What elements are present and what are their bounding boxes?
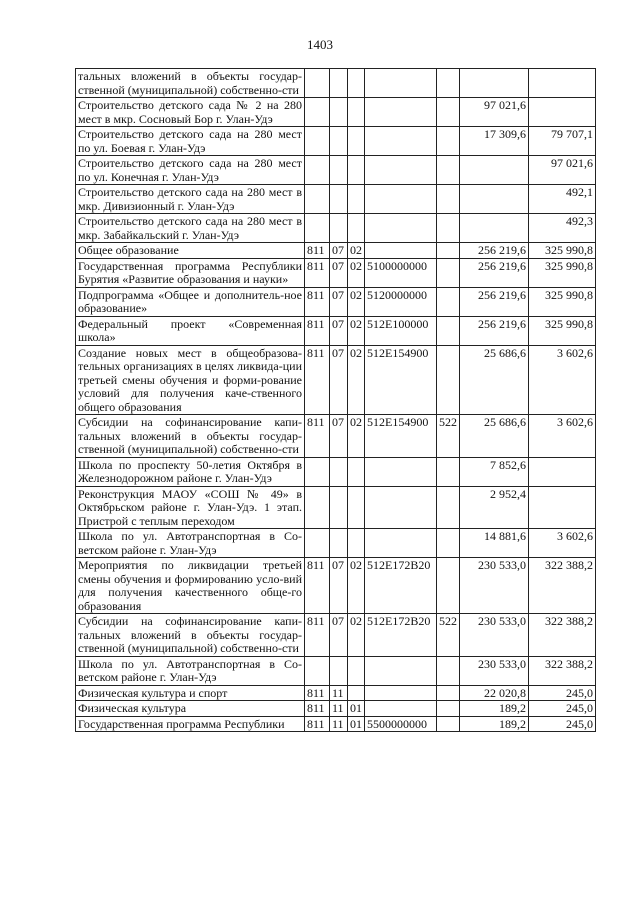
amount-year-2: 322 388,2 xyxy=(529,558,596,614)
table-row xyxy=(76,486,596,529)
subsection-code: 02 xyxy=(348,316,365,345)
expense-type-code xyxy=(437,345,460,415)
department-code xyxy=(305,127,330,156)
department-code: 811 xyxy=(305,316,330,345)
amount-year-1: 17 309,6 xyxy=(460,127,529,156)
table-row xyxy=(76,243,596,259)
subsection-code xyxy=(348,156,365,185)
budget-table xyxy=(75,68,596,732)
department-code: 811 xyxy=(305,243,330,259)
amount-year-1: 7 852,6 xyxy=(460,457,529,486)
subsection-code xyxy=(348,185,365,214)
table-row xyxy=(76,529,596,558)
subsection-code xyxy=(348,69,365,98)
subsection-code: 02 xyxy=(348,258,365,287)
amount-year-2: 492,1 xyxy=(529,185,596,214)
expense-type-code xyxy=(437,214,460,243)
row-name: Общее образование xyxy=(76,243,305,259)
row-name: Строительство детского сада на 280 мест по ул. Конечная г. Улан-Удэ xyxy=(76,156,305,185)
section-code xyxy=(330,69,348,98)
department-code xyxy=(305,98,330,127)
department-code: 811 xyxy=(305,701,330,717)
section-code xyxy=(330,529,348,558)
section-code xyxy=(330,127,348,156)
expense-type-code xyxy=(437,98,460,127)
row-name: Создание новых мест в общеобразова-тельных организациях в целях ликвида-ции третьей смены обучения и форми-рование условий для получения каче-ственного общего образования xyxy=(76,345,305,415)
target-article-code xyxy=(365,701,437,717)
target-article-code: 5500000000 xyxy=(365,716,437,732)
amount-year-1 xyxy=(460,156,529,185)
amount-year-2 xyxy=(529,69,596,98)
target-article-code: 5100000000 xyxy=(365,258,437,287)
department-code xyxy=(305,69,330,98)
amount-year-1: 230 533,0 xyxy=(460,656,529,685)
table-row xyxy=(76,345,596,415)
amount-year-1: 25 686,6 xyxy=(460,415,529,458)
department-code: 811 xyxy=(305,345,330,415)
target-article-code: 512E154900 xyxy=(365,345,437,415)
section-code: 07 xyxy=(330,243,348,259)
target-article-code: 512E100000 xyxy=(365,316,437,345)
row-name: Подпрограмма «Общее и дополнитель-ное образование» xyxy=(76,287,305,316)
row-name: Федеральный проект «Современная школа» xyxy=(76,316,305,345)
department-code xyxy=(305,156,330,185)
table-row xyxy=(76,127,596,156)
section-code: 07 xyxy=(330,287,348,316)
table-row xyxy=(76,258,596,287)
department-code xyxy=(305,457,330,486)
table-row xyxy=(76,457,596,486)
expense-type-code: 522 xyxy=(437,415,460,458)
amount-year-2: 3 602,6 xyxy=(529,529,596,558)
department-code xyxy=(305,656,330,685)
section-code xyxy=(330,214,348,243)
row-name: Физическая культура xyxy=(76,701,305,717)
row-name: Реконструкция МАОУ «СОШ № 49» в Октябрьском районе г. Улан-Удэ. 1 этап. Пристрой с теплым переходом xyxy=(76,486,305,529)
amount-year-2: 325 990,8 xyxy=(529,316,596,345)
section-code: 07 xyxy=(330,558,348,614)
target-article-code: 5120000000 xyxy=(365,287,437,316)
section-code xyxy=(330,156,348,185)
amount-year-1: 2 952,4 xyxy=(460,486,529,529)
target-article-code xyxy=(365,457,437,486)
target-article-code xyxy=(365,69,437,98)
subsection-code: 01 xyxy=(348,716,365,732)
department-code xyxy=(305,486,330,529)
expense-type-code: 522 xyxy=(437,614,460,657)
subsection-code: 02 xyxy=(348,287,365,316)
amount-year-2: 3 602,6 xyxy=(529,415,596,458)
amount-year-1: 256 219,6 xyxy=(460,287,529,316)
table-row xyxy=(76,98,596,127)
subsection-code: 02 xyxy=(348,345,365,415)
amount-year-2: 97 021,6 xyxy=(529,156,596,185)
subsection-code: 02 xyxy=(348,415,365,458)
target-article-code xyxy=(365,243,437,259)
table-row xyxy=(76,415,596,458)
amount-year-2 xyxy=(529,486,596,529)
subsection-code xyxy=(348,486,365,529)
row-name: Школа по проспекту 50-летия Октября в Железнодорожном районе г. Улан-Удэ xyxy=(76,457,305,486)
target-article-code xyxy=(365,685,437,701)
section-code: 07 xyxy=(330,345,348,415)
section-code: 11 xyxy=(330,701,348,717)
amount-year-1: 256 219,6 xyxy=(460,243,529,259)
budget-table-body xyxy=(76,69,596,732)
row-name: Государственная программа Республики xyxy=(76,716,305,732)
table-row xyxy=(76,156,596,185)
amount-year-2: 325 990,8 xyxy=(529,243,596,259)
amount-year-2: 245,0 xyxy=(529,701,596,717)
target-article-code xyxy=(365,656,437,685)
amount-year-1: 230 533,0 xyxy=(460,558,529,614)
subsection-code xyxy=(348,214,365,243)
subsection-code: 01 xyxy=(348,701,365,717)
target-article-code xyxy=(365,214,437,243)
department-code: 811 xyxy=(305,558,330,614)
table-row xyxy=(76,614,596,657)
expense-type-code xyxy=(437,185,460,214)
expense-type-code xyxy=(437,685,460,701)
row-name: Строительство детского сада № 2 на 280 мест в мкр. Сосновый Бор г. Улан-Удэ xyxy=(76,98,305,127)
row-name: Мероприятия по ликвидации третьей смены обучения и формированию усло-вий для получения качественного обще-го образования xyxy=(76,558,305,614)
target-article-code: 512E172B20 xyxy=(365,614,437,657)
section-code xyxy=(330,185,348,214)
subsection-code xyxy=(348,685,365,701)
department-code xyxy=(305,529,330,558)
table-row xyxy=(76,69,596,98)
subsection-code xyxy=(348,529,365,558)
table-row xyxy=(76,214,596,243)
amount-year-1: 14 881,6 xyxy=(460,529,529,558)
section-code: 07 xyxy=(330,316,348,345)
amount-year-2 xyxy=(529,457,596,486)
amount-year-1: 256 219,6 xyxy=(460,258,529,287)
amount-year-1: 230 533,0 xyxy=(460,614,529,657)
expense-type-code xyxy=(437,558,460,614)
subsection-code: 02 xyxy=(348,243,365,259)
target-article-code xyxy=(365,486,437,529)
department-code xyxy=(305,214,330,243)
department-code: 811 xyxy=(305,287,330,316)
section-code: 07 xyxy=(330,258,348,287)
row-name: Школа по ул. Автотранспортная в Со-ветском районе г. Улан-Удэ xyxy=(76,529,305,558)
row-name: Строительство детского сада на 280 мест в мкр. Забайкальский г. Улан-Удэ xyxy=(76,214,305,243)
amount-year-2: 79 707,1 xyxy=(529,127,596,156)
section-code: 11 xyxy=(330,716,348,732)
row-name: Государственная программа Республики Бурятия «Развитие образования и науки» xyxy=(76,258,305,287)
table-row xyxy=(76,287,596,316)
amount-year-2 xyxy=(529,98,596,127)
amount-year-1 xyxy=(460,214,529,243)
table-row xyxy=(76,701,596,717)
amount-year-1: 189,2 xyxy=(460,701,529,717)
target-article-code: 512E154900 xyxy=(365,415,437,458)
target-article-code xyxy=(365,127,437,156)
row-name: Субсидии на софинансирование капи-тальных вложений в объекты государ-ственной (муниципальной) собственно-сти xyxy=(76,614,305,657)
section-code xyxy=(330,98,348,127)
amount-year-1 xyxy=(460,185,529,214)
expense-type-code xyxy=(437,287,460,316)
expense-type-code xyxy=(437,127,460,156)
row-name: Строительство детского сада на 280 мест в мкр. Дивизионный г. Улан-Удэ xyxy=(76,185,305,214)
page-number: 1403 xyxy=(307,37,333,52)
department-code: 811 xyxy=(305,716,330,732)
table-row xyxy=(76,716,596,732)
row-name: Физическая культура и спорт xyxy=(76,685,305,701)
expense-type-code xyxy=(437,69,460,98)
table-row xyxy=(76,685,596,701)
expense-type-code xyxy=(437,258,460,287)
amount-year-2: 322 388,2 xyxy=(529,614,596,657)
table-row xyxy=(76,558,596,614)
amount-year-1: 22 020,8 xyxy=(460,685,529,701)
expense-type-code xyxy=(437,529,460,558)
expense-type-code xyxy=(437,656,460,685)
expense-type-code xyxy=(437,486,460,529)
table-row xyxy=(76,316,596,345)
target-article-code xyxy=(365,98,437,127)
subsection-code: 02 xyxy=(348,614,365,657)
amount-year-2: 322 388,2 xyxy=(529,656,596,685)
department-code: 811 xyxy=(305,258,330,287)
row-name: Школа по ул. Автотранспортная в Со-ветском районе г. Улан-Удэ xyxy=(76,656,305,685)
amount-year-2: 325 990,8 xyxy=(529,287,596,316)
amount-year-2: 245,0 xyxy=(529,685,596,701)
amount-year-1: 189,2 xyxy=(460,716,529,732)
expense-type-code xyxy=(437,457,460,486)
amount-year-1: 97 021,6 xyxy=(460,98,529,127)
amount-year-1: 25 686,6 xyxy=(460,345,529,415)
row-name: Субсидии на софинансирование капи-тальных вложений в объекты государ-ственной (муниципальной) собственно-сти xyxy=(76,415,305,458)
section-code xyxy=(330,656,348,685)
amount-year-2: 492,3 xyxy=(529,214,596,243)
expense-type-code xyxy=(437,716,460,732)
section-code: 11 xyxy=(330,685,348,701)
amount-year-2: 3 602,6 xyxy=(529,345,596,415)
subsection-code: 02 xyxy=(348,558,365,614)
table-row xyxy=(76,185,596,214)
subsection-code xyxy=(348,98,365,127)
target-article-code: 512E172B20 xyxy=(365,558,437,614)
section-code xyxy=(330,486,348,529)
amount-year-2: 325 990,8 xyxy=(529,258,596,287)
expense-type-code xyxy=(437,243,460,259)
subsection-code xyxy=(348,457,365,486)
amount-year-1 xyxy=(460,69,529,98)
amount-year-1: 256 219,6 xyxy=(460,316,529,345)
row-name: Строительство детского сада на 280 мест по ул. Боевая г. Улан-Удэ xyxy=(76,127,305,156)
department-code xyxy=(305,185,330,214)
section-code xyxy=(330,457,348,486)
target-article-code xyxy=(365,185,437,214)
section-code: 07 xyxy=(330,415,348,458)
expense-type-code xyxy=(437,316,460,345)
department-code: 811 xyxy=(305,685,330,701)
table-row xyxy=(76,656,596,685)
section-code: 07 xyxy=(330,614,348,657)
row-name: тальных вложений в объекты государ-ственной (муниципальной) собственно-сти xyxy=(76,69,305,98)
subsection-code xyxy=(348,656,365,685)
subsection-code xyxy=(348,127,365,156)
expense-type-code xyxy=(437,156,460,185)
target-article-code xyxy=(365,156,437,185)
department-code: 811 xyxy=(305,415,330,458)
target-article-code xyxy=(365,529,437,558)
amount-year-2: 245,0 xyxy=(529,716,596,732)
expense-type-code xyxy=(437,701,460,717)
department-code: 811 xyxy=(305,614,330,657)
